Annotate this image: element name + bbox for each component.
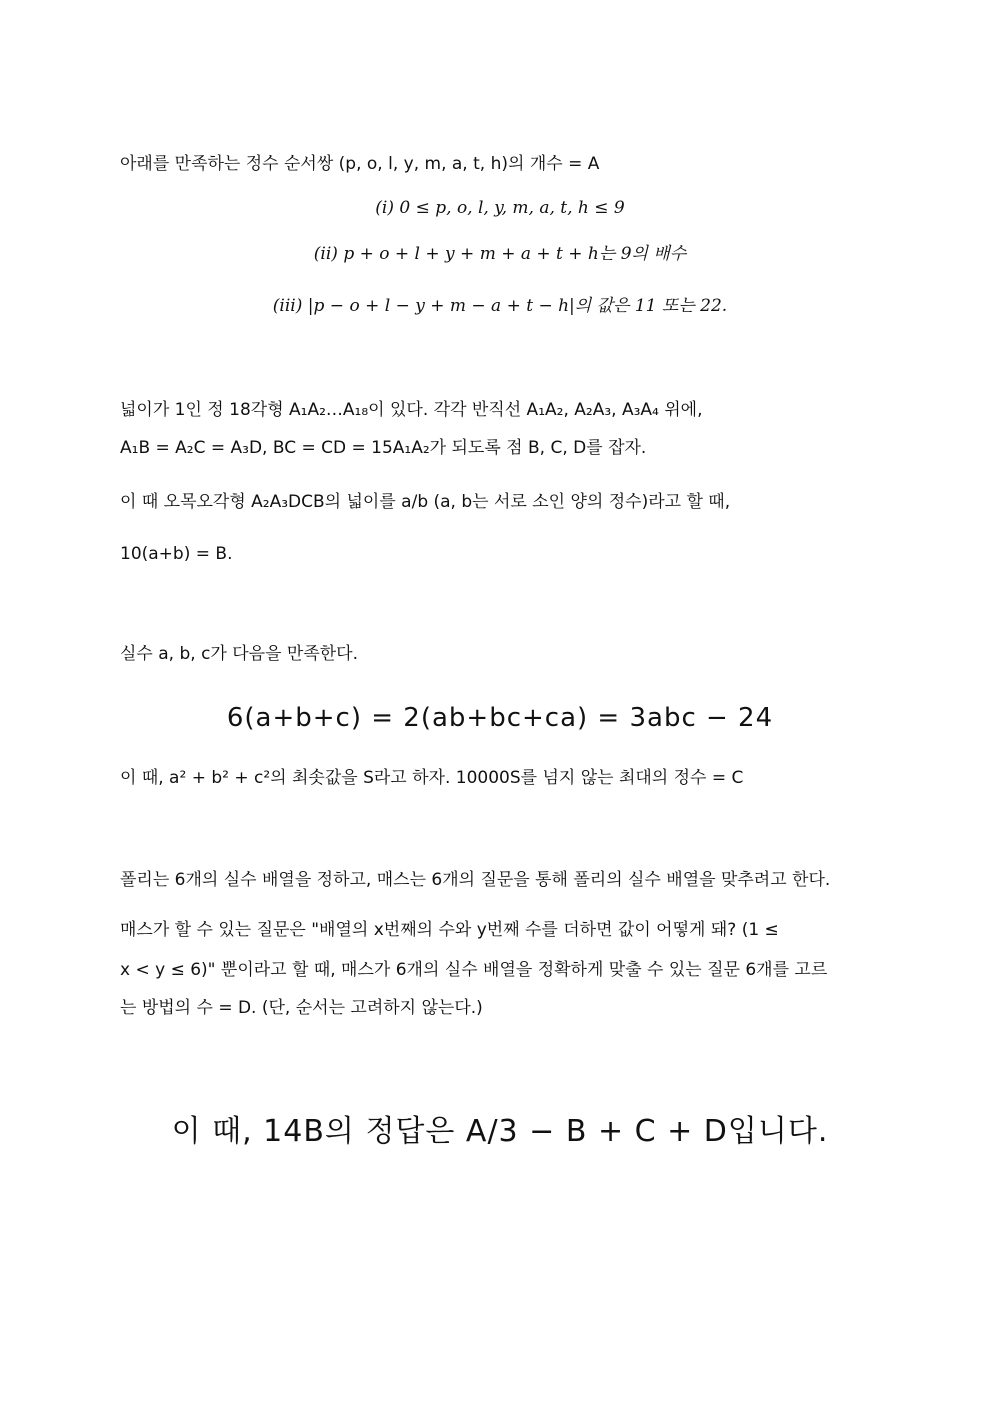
problem-d-line-1: 폴리는 6개의 실수 배열을 정하고, 매스는 6개의 질문을 통해 폴리의 실수 배열을 맞추려고 한다. xyxy=(120,870,831,890)
problem-b-line-2: A₁B = A₂C = A₃D, BC = CD = 15A₁A₂가 되도록 점 B, C, D를 잡자. xyxy=(120,438,647,458)
problem-a-condition-2: (ii) p + o + l + y + m + a + t + h는 9의 배수 xyxy=(313,244,687,264)
problem-b-line-3: 이 때 오목오각형 A₂A₃DCB의 넓이를 a/b (a, b는 서로 소인 양의 정수)라고 할 때, xyxy=(120,492,731,512)
problem-b-line-4: 10(a+b) = B. xyxy=(120,544,233,564)
problem-c-intro: 실수 a, b, c가 다음을 만족한다. xyxy=(120,644,359,664)
problem-d-line-4: 는 방법의 수 = D. (단, 순서는 고려하지 않는다.) xyxy=(120,998,483,1018)
problem-d-line-3: x < y ≤ 6)" 뿐이라고 할 때, 매스가 6개의 실수 배열을 정확하게 맞출 수 있는 질문 6개를 고르 xyxy=(120,960,828,980)
final-answer: 이 때, 14B의 정답은 A/3 − B + C + D입니다. xyxy=(171,1114,829,1149)
problem-c-equation: 6(a+b+c) = 2(ab+bc+ca) = 3abc − 24 xyxy=(226,703,774,733)
problem-a-condition-1: (i) 0 ≤ p, o, l, y, m, a, t, h ≤ 9 xyxy=(375,198,625,218)
problem-a-intro: 아래를 만족하는 정수 순서쌍 (p, o, l, y, m, a, t, h)의 개수 = A xyxy=(120,154,600,174)
problem-c-line: 이 때, a² + b² + c²의 최솟값을 S라고 하자. 10000S를 넘지 않는 최대의 정수 = C xyxy=(120,768,744,788)
problem-a-condition-3: (iii) |p − o + l − y + m − a + t − h|의 값은 11 또는 22. xyxy=(272,296,728,316)
problem-b-line-1: 넓이가 1인 정 18각형 A₁A₂…A₁₈이 있다. 각각 반직선 A₁A₂, A₂A₃, A₃A₄ 위에, xyxy=(120,400,703,420)
problem-d-line-2: 매스가 할 수 있는 질문은 "배열의 x번째의 수와 y번째 수를 더하면 값이 어떻게 돼? (1 ≤ xyxy=(120,920,779,940)
